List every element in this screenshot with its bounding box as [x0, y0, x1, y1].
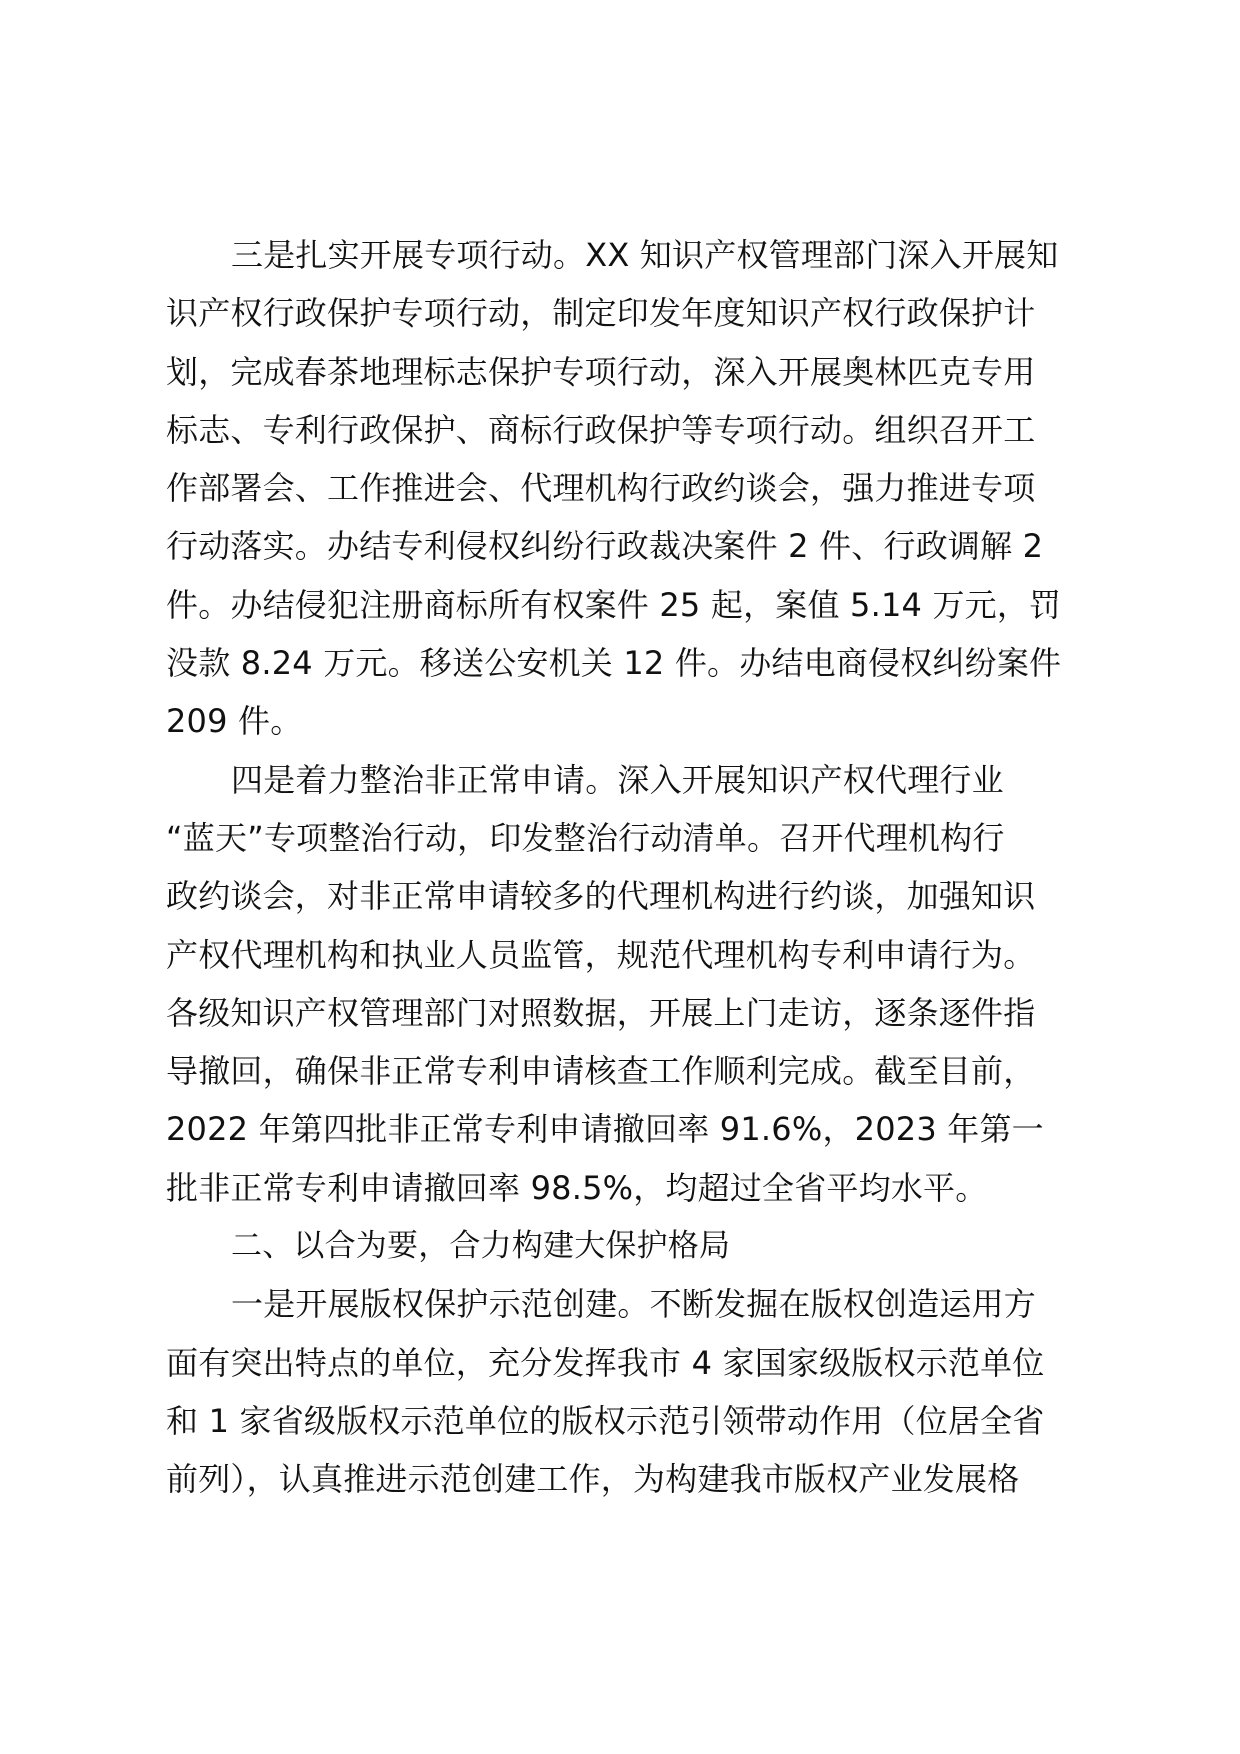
paragraph-5-line-2: 面有突出特点的单位，充分发挥我市 4 家国家级版权示范单位: [166, 1343, 1045, 1382]
paragraph-5-line-4: 前列），认真推进示范创建工作，为构建我市版权产业发展格: [166, 1460, 1020, 1499]
paragraph-4-line-4: 产权代理机构和执业人员监管，规范代理机构专利申请行为。: [166, 935, 1036, 974]
paragraph-4-line-6: 导撤回，确保非正常专利申请核查工作顺利完成。截至目前，: [166, 1052, 1036, 1091]
document-body: [166, 226, 1086, 1509]
paragraph-5-line-1: 一是开展版权保护示范创建。不断发掘在版权创造运用方: [231, 1285, 1037, 1324]
paragraph-4-line-7: 2022 年第四批非正常专利申请撤回率 91.6%，2023 年第一: [166, 1110, 1044, 1149]
paragraph-4-line-1: 四是着力整治非正常申请。深入开展知识产权代理行业: [231, 760, 1004, 799]
paragraph-3-line-6: 行动落实。办结专利侵权纠纷行政裁决案件 2 件、行政调解 2: [166, 527, 1044, 566]
paragraph-3-line-5: 作部署会、工作推进会、代理机构行政约谈会，强力推进专项: [166, 469, 1036, 508]
paragraph-3-line-3: 划，完成春茶地理标志保护专项行动，深入开展奥林匹克专用: [166, 352, 1036, 391]
paragraph-3-line-1: 三是扎实开展专项行动。XX 知识产权管理部门深入开展知: [231, 236, 1059, 274]
paragraph-3-line-8: 没款 8.24 万元。移送公安机关 12 件。办结电商侵权纠纷案件: [166, 644, 1062, 683]
paragraph-4-line-2: “蓝天”专项整治行动，印发整治行动清单。召开代理机构行: [166, 818, 1005, 857]
paragraph-3-line-4: 标志、专利行政保护、商标行政保护等专项行动。组织召开工: [166, 410, 1036, 449]
paragraph-4-line-3: 政约谈会，对非正常申请较多的代理机构进行约谈，加强知识: [166, 877, 1036, 916]
paragraph-3-line-2: 识产权行政保护专项行动，制定印发年度知识产权行政保护计: [166, 294, 1036, 333]
section-heading: 二、以合为要，合力构建大保护格局: [231, 1228, 731, 1265]
paragraph-3-line-9: 209 件。: [166, 702, 303, 741]
paragraph-5-line-3: 和 1 家省级版权示范单位的版权示范引领带动作用（位居全省: [166, 1401, 1045, 1440]
paragraph-4-line-5: 各级知识产权管理部门对照数据，开展上门走访，逐条逐件指: [166, 993, 1036, 1032]
paragraph-4-line-8: 批非正常专利申请撤回率 98.5%，均超过全省平均水平。: [166, 1168, 988, 1207]
paragraph-3-line-7: 件。办结侵犯注册商标所有权案件 25 起，案值 5.14 万元，罚: [166, 585, 1062, 624]
